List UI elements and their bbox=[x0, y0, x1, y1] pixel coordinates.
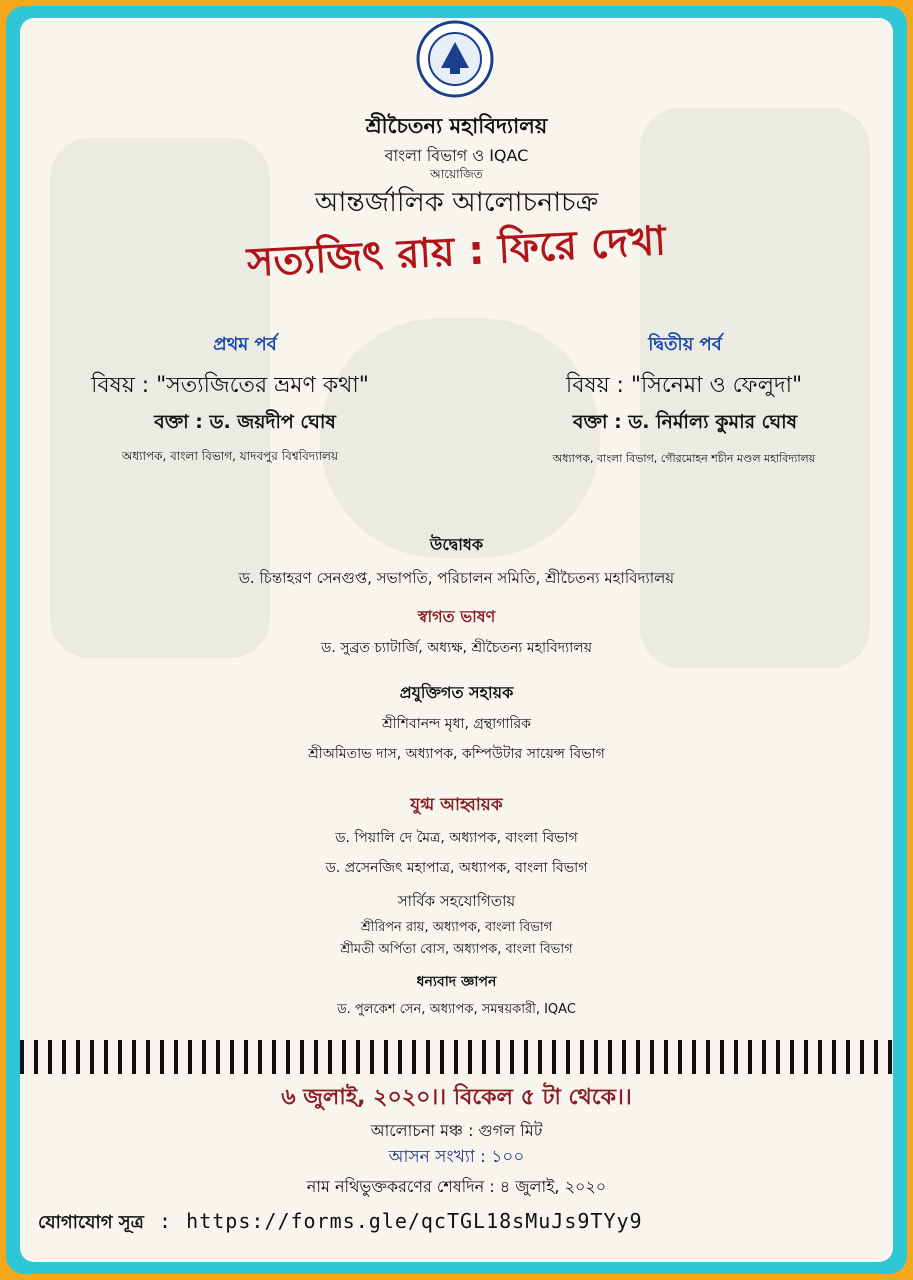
session-1-label: প্রথম পর্ব bbox=[213, 334, 277, 355]
date-time: ৬ জুলাই, ২০২০।। বিকেল ৫ টা থেকে।। bbox=[281, 1085, 632, 1110]
welcome-speaker: ড. সুব্রত চ্যাটার্জি, অধ্যক্ষ, শ্রীচৈতন্য মহাবিদ্যালয় bbox=[321, 640, 592, 656]
support-2: শ্রীমতী অর্পিতা বোস, অধ্যাপক, বাংলা বিভাগ bbox=[340, 942, 573, 957]
session-2-label: দ্বিতীয় পর্ব bbox=[648, 334, 722, 355]
welcome-heading: স্বাগত ভাষণ bbox=[417, 607, 496, 626]
convener-heading: যুগ্ম আহ্বায়ক bbox=[410, 795, 503, 815]
inaugurator: ড. চিন্তাহরণ সেনগুপ্ত, সভাপতি, পরিচালন সমিতি, শ্রীচৈতন্য মহাবিদ্যালয় bbox=[238, 569, 675, 587]
session-1-topic: বিষয় : "সত্যজিতের ভ্রমণ কথা" bbox=[91, 373, 369, 398]
college-logo bbox=[416, 20, 494, 98]
contact-label: যোগাযোগ সূত্র bbox=[38, 1212, 144, 1233]
session-2-speaker: বক্তা : ড. নির্মাল্য কুমার ঘোষ bbox=[572, 411, 798, 433]
poster bbox=[20, 18, 893, 1262]
session-1-speaker: বক্তা : ড. জয়দীপ ঘোষ bbox=[154, 411, 336, 433]
barcode-divider bbox=[20, 1040, 893, 1074]
registration-link[interactable]: https://forms.gle/qcTGL18sMuJs9TYy9 bbox=[186, 1209, 643, 1233]
college-name: শ্রীচৈতন্য মহাবিদ্যালয় bbox=[365, 114, 548, 138]
seat-count: আসন সংখ্যা : ১০০ bbox=[388, 1147, 525, 1167]
support-heading: সার্বিক সহযোগিতায় bbox=[397, 892, 516, 910]
department: বাংলা বিভাগ ও IQAC bbox=[384, 146, 529, 165]
session-2-designation: অধ্যাপক, বাংলা বিভাগ, গৌরমোহন শচীন মণ্ডল মহাবিদ্যালয় bbox=[552, 452, 816, 465]
session-1-designation: অধ্যাপক, বাংলা বিভাগ, যাদবপুর বিশ্ববিদ্যালয় bbox=[121, 449, 339, 463]
contact-line bbox=[38, 1208, 643, 1239]
thanks-heading: ধন্যবাদ জ্ঞাপন bbox=[416, 974, 497, 990]
event-type: আন্তর্জালিক আলোচনাচক্র bbox=[314, 187, 599, 218]
organised-label: আয়োজিত bbox=[430, 167, 483, 181]
tech-assistant-2: শ্রীঅমিতাভ দাস, অধ্যাপক, কম্পিউটার সায়েন্স বিভাগ bbox=[308, 746, 605, 762]
registration-deadline: নাম নথিভুক্তকরণের শেষদিন : ৪ জুলাই, ২০২০ bbox=[306, 1177, 607, 1196]
vote-of-thanks: ড. পুলকেশ সেন, অধ্যাপক, সমন্বয়কারী, IQAC bbox=[337, 1002, 576, 1017]
tech-heading: প্রযুক্তিগত সহায়ক bbox=[399, 683, 514, 702]
session-2-topic: বিষয় : "সিনেমা ও ফেলুদা" bbox=[565, 373, 803, 398]
contact-separator: : bbox=[159, 1209, 172, 1233]
convener-1: ড. পিয়ালি দে মৈত্র, অধ্যাপক, বাংলা বিভাগ bbox=[335, 830, 578, 846]
support-1: শ্রীরিপন রায়, অধ্যাপক, বাংলা বিভাগ bbox=[360, 920, 553, 935]
tech-assistant-1: শ্রীশিবানন্দ মৃধা, গ্রন্থাগারিক bbox=[382, 716, 531, 732]
seminar-title: সত্যজিৎ রায় : ফিরে দেখা bbox=[245, 218, 668, 286]
platform: আলোচনা মঞ্চ : গুগল মিট bbox=[370, 1121, 543, 1140]
convener-2: ড. প্রসেনজিৎ মহাপাত্র, অধ্যাপক, বাংলা বিভাগ bbox=[325, 860, 588, 876]
inaugurator-heading: উদ্বোধক bbox=[429, 535, 484, 554]
